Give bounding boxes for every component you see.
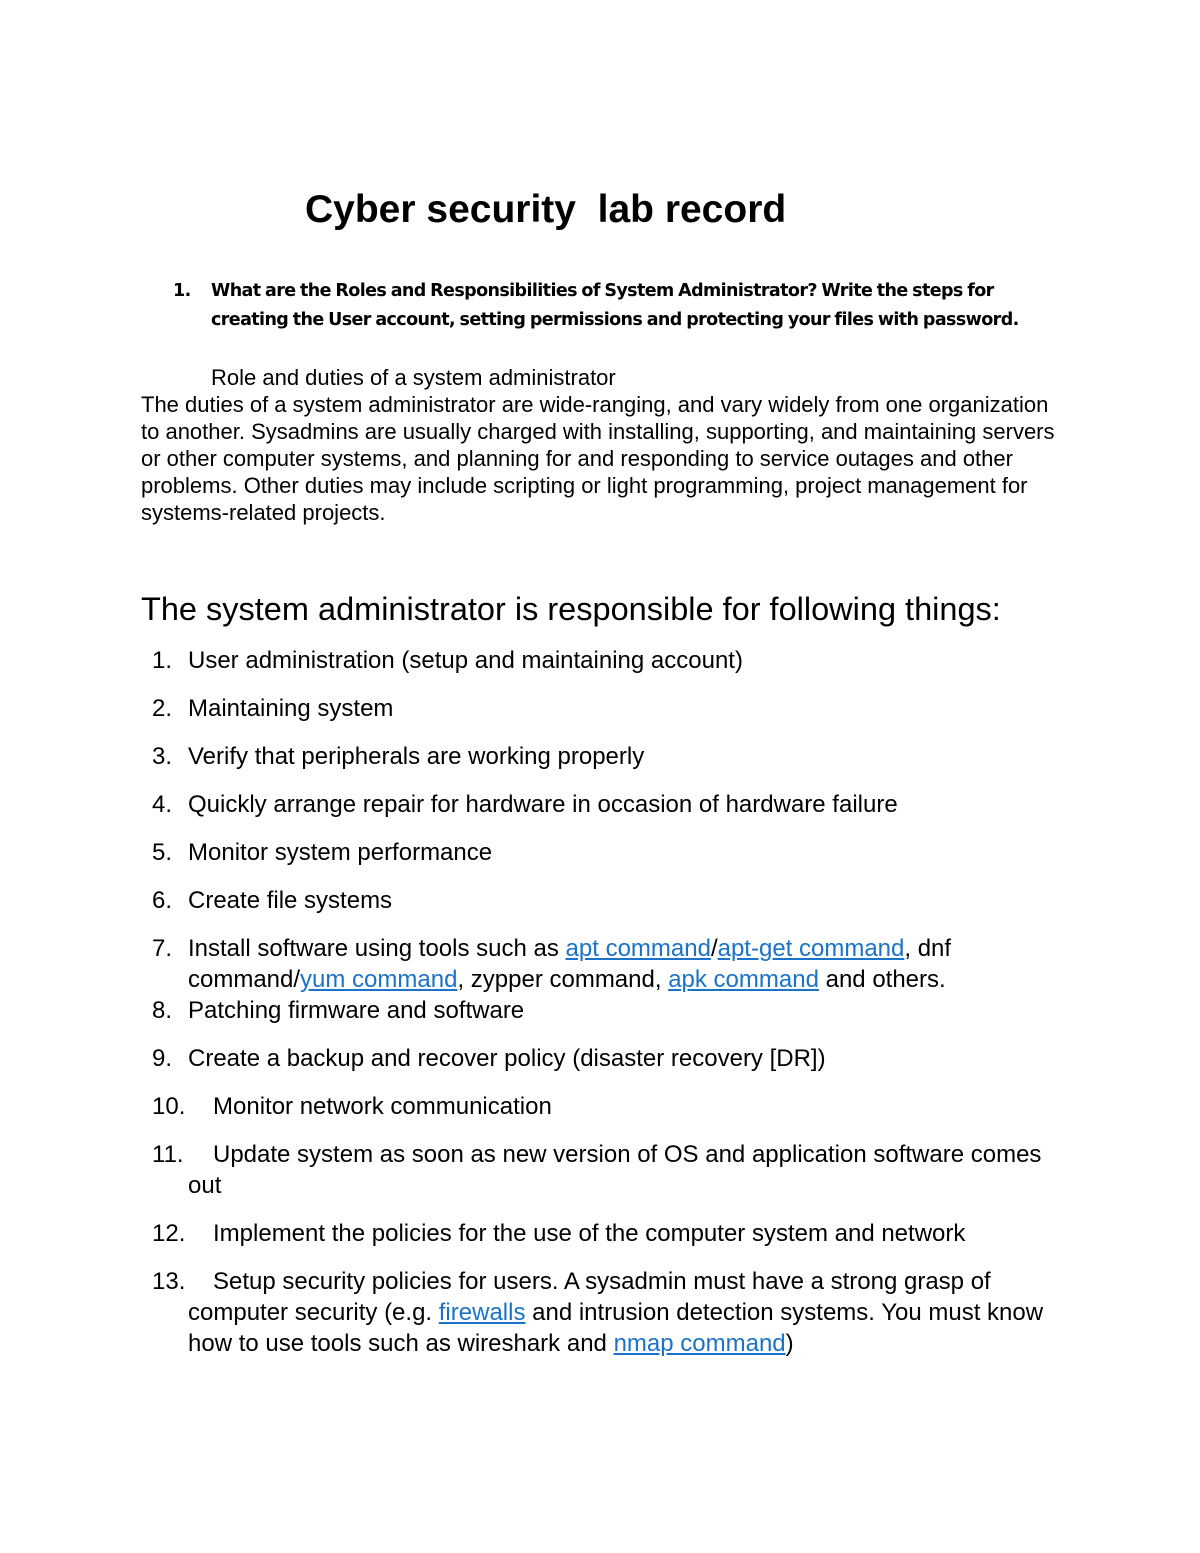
item-text bbox=[188, 1266, 1052, 1359]
question-1 bbox=[173, 277, 1053, 335]
item-number: 2. bbox=[152, 695, 173, 722]
item-number: 8. bbox=[152, 997, 173, 1024]
responsibilities-heading: The system administrator is responsible for following things: bbox=[141, 591, 1001, 627]
duties-paragraph: The duties of a system administrator are wide-ranging, and vary widely from one organization to another. Sysadmins are usually charged with installing, supporting, and maintaining servers or other computer systems, and planning for and responding to service outages and other problems. Other duties may include scripting or light programming, project management for systems-related projects. bbox=[141, 392, 1055, 525]
item-text: Implement the policies for the use of the computer system and network bbox=[213, 1220, 966, 1247]
item-number: 6. bbox=[152, 887, 173, 914]
item-text-segment: Install software using tools such as bbox=[188, 935, 566, 962]
item-text: Create file systems bbox=[188, 887, 393, 914]
item-text: Update system as soon as new version of OS and application software comes out bbox=[188, 1141, 1042, 1199]
item-number: 12. bbox=[152, 1220, 186, 1247]
item-number: 10. bbox=[152, 1093, 186, 1120]
item-text: Create a backup and recover policy (disaster recovery [DR]) bbox=[188, 1045, 826, 1072]
list-item bbox=[152, 885, 1052, 916]
list-item bbox=[152, 741, 1052, 772]
item-text: Quickly arrange repair for hardware in occasion of hardware failure bbox=[188, 791, 898, 818]
item-number: 9. bbox=[152, 1045, 173, 1072]
item-text: Patching firmware and software bbox=[188, 997, 525, 1024]
list-item bbox=[152, 1139, 1052, 1201]
item-text: Monitor network communication bbox=[213, 1093, 552, 1120]
role-heading: Role and duties of a system administrator bbox=[211, 365, 616, 390]
list-item-7 bbox=[152, 933, 1052, 995]
list-item bbox=[152, 645, 1052, 676]
item-text: Verify that peripherals are working properly bbox=[188, 743, 645, 770]
list-item bbox=[152, 693, 1052, 724]
item-text-segment: and intrusion detection systems. You must know how to use tools such as wireshark and bbox=[188, 1299, 1044, 1357]
item-number: 5. bbox=[152, 839, 173, 866]
apt-get-command-link[interactable]: apt-get command bbox=[717, 935, 905, 962]
item-text-segment: and others. bbox=[818, 966, 946, 993]
yum-command-link[interactable]: yum command bbox=[300, 966, 458, 993]
question-text: What are the Roles and Responsibilities of System Administrator? Write the steps for creating the User account, setting permissions and protecting your files with password. bbox=[211, 281, 1019, 330]
item-text-segment: ) bbox=[785, 1330, 794, 1357]
item-text-segment: , dnf command/ bbox=[188, 935, 952, 993]
list-item bbox=[152, 1043, 1052, 1074]
nmap-command-link[interactable]: nmap command bbox=[613, 1330, 786, 1357]
item-text: User administration (setup and maintaining account) bbox=[188, 647, 743, 674]
item-number: 11. bbox=[152, 1141, 184, 1168]
list-item bbox=[152, 1091, 1052, 1122]
page-title: Cyber security lab record bbox=[305, 188, 787, 231]
item-text-segment: Setup security policies for users. A sysadmin must have a strong grasp of computer security (e.g. bbox=[188, 1268, 991, 1326]
item-text: Maintaining system bbox=[188, 695, 394, 722]
item-text bbox=[188, 933, 1052, 995]
item-text: Monitor system performance bbox=[188, 839, 493, 866]
item-text-segment: / bbox=[710, 935, 718, 962]
list-item-13 bbox=[152, 1266, 1052, 1359]
apt-command-link[interactable]: apt command bbox=[565, 935, 711, 962]
list-item bbox=[152, 837, 1052, 868]
item-text-segment: , zypper command, bbox=[457, 966, 669, 993]
item-number: 3. bbox=[152, 743, 173, 770]
item-number: 4. bbox=[152, 791, 173, 818]
firewalls-link[interactable]: firewalls bbox=[438, 1299, 526, 1326]
item-number: 1. bbox=[152, 647, 173, 674]
apk-command-link[interactable]: apk command bbox=[668, 966, 819, 993]
list-item bbox=[152, 995, 1052, 1026]
question-number: 1. bbox=[173, 281, 191, 301]
list-item bbox=[152, 1218, 1052, 1249]
item-number: 13. bbox=[152, 1268, 186, 1295]
item-number: 7. bbox=[152, 935, 173, 962]
list-item bbox=[152, 789, 1052, 820]
